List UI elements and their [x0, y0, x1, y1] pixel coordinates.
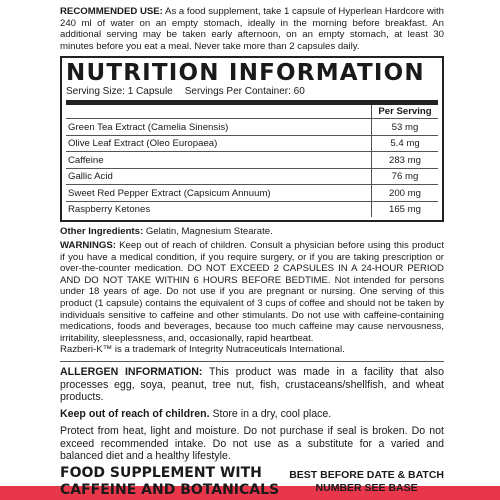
- protect-info: Protect from heat, light and moisture. Do not purchase if seal is broken. Do not exceed recommended intake. Do not use as a substitute for a varied and balanced diet and a healthy lifestyle.: [60, 425, 444, 463]
- warnings-text: Keep out of reach of children. Consult a physician before using this product if you have a medical condition, if you require surgery, or if you are taking prescription or over-the-counter medication. DO NOT EXCEED 2 CAPSULES IN A 24-HOUR PERIOD AND DO NOT TAKE WITHIN 6 HOURS BEFORE BEDTIME. Not intended for persons under 18 years of age. Do not use if you are pregnant or nursing. One serving of this product (1 capsule) contains the equivalent of 3 cups of coffee and should not be taken by individuals sensitive to caffeine and other stimulants. Do not use with caffeine-containing medications, foods and beverages, because too much caffeine may cause nervousness, irritability, sleeplessness, and, occasionally, rapid heartbeat.: [60, 239, 445, 344]
- table-row: [66, 185, 438, 202]
- best-before-line-2: NUMBER SEE BASE: [315, 482, 418, 495]
- table-header-blank: [66, 105, 372, 119]
- allergen-text: This product was made in a facility that also processes egg, soya, peanut, tree nut, fish, crustaceans/shellfish, and wheat products.: [60, 365, 444, 404]
- servings-per-container: Servings Per Container: 60: [184, 86, 305, 98]
- recommended-use-heading: RECOMMENDED USE:: [60, 6, 163, 17]
- recommended-use: [60, 0, 444, 52]
- table-header-row: [66, 105, 438, 119]
- table-row: [66, 152, 438, 169]
- ingredient-name: Caffeine: [66, 152, 372, 169]
- food-supplement-statement: [60, 465, 279, 499]
- label-footer: [60, 465, 444, 499]
- other-ingredients-text: Gelatin, Magnesium Stearate.: [145, 226, 273, 238]
- recommended-use-text: As a food supplement, take 1 capsule of Hyperlean Hardcore with 240 ml of water on an empty stomach, ideally in the morning before breakfast. An additional serving may be taken early afternoon, on an empty stomach, at least 30 minutes before you eat a meal. Never take more than 2 capsules daily.: [60, 6, 445, 52]
- ingredient-amount: 5.4 mg: [372, 135, 439, 152]
- table-row: [66, 168, 438, 185]
- best-before-line-1: BEST BEFORE DATE & BATCH: [289, 469, 444, 482]
- ingredient-amount: 76 mg: [372, 168, 439, 185]
- allergen-info: [60, 366, 444, 404]
- other-ingredients-heading: Other Ingredients:: [60, 226, 144, 238]
- ingredient-amount: 165 mg: [372, 201, 439, 217]
- table-row: [66, 201, 438, 217]
- allergen-heading: ALLERGEN INFORMATION:: [60, 365, 203, 378]
- storage-text: Store in a dry, cool place.: [212, 407, 332, 420]
- ingredient-amount: 53 mg: [372, 119, 439, 136]
- best-before-note: [289, 465, 444, 499]
- serving-size: Serving Size: 1 Capsule: [66, 86, 173, 98]
- ingredient-amount: 200 mg: [372, 185, 439, 202]
- nutrition-panel: [60, 56, 444, 222]
- other-ingredients: [60, 226, 444, 238]
- supplement-label: [60, 0, 445, 499]
- warnings-heading: WARNINGS:: [60, 239, 116, 251]
- table-row: [66, 135, 438, 152]
- nutrition-table: [66, 105, 438, 217]
- food-supplement-line-2: CAFFEINE AND BOTANICALS: [60, 482, 280, 499]
- warnings: [60, 240, 444, 344]
- ingredient-name: Green Tea Extract (Camelia Sinensis): [66, 119, 372, 136]
- ingredient-name: Gallic Acid: [66, 168, 372, 185]
- per-serving-header: Per Serving: [372, 105, 439, 119]
- food-supplement-line-1: FOOD SUPPLEMENT WITH: [60, 465, 262, 482]
- storage-info: [60, 408, 444, 421]
- ingredient-name: Olive Leaf Extract (Oleo Europaea): [66, 135, 372, 152]
- ingredient-name: Sweet Red Pepper Extract (Capsicum Annuum): [66, 185, 372, 202]
- nutrition-title: NUTRITION INFORMATION: [66, 60, 425, 87]
- keep-heading: Keep out of reach of children.: [60, 407, 210, 420]
- ingredient-amount: 283 mg: [372, 152, 439, 169]
- table-row: [66, 119, 438, 136]
- serving-info: [66, 86, 438, 105]
- trademark-note: Razberi-K™ is a trademark of Integrity Nutraceuticals International.: [60, 344, 345, 356]
- divider: [60, 361, 444, 362]
- ingredient-name: Raspberry Ketones: [68, 204, 151, 216]
